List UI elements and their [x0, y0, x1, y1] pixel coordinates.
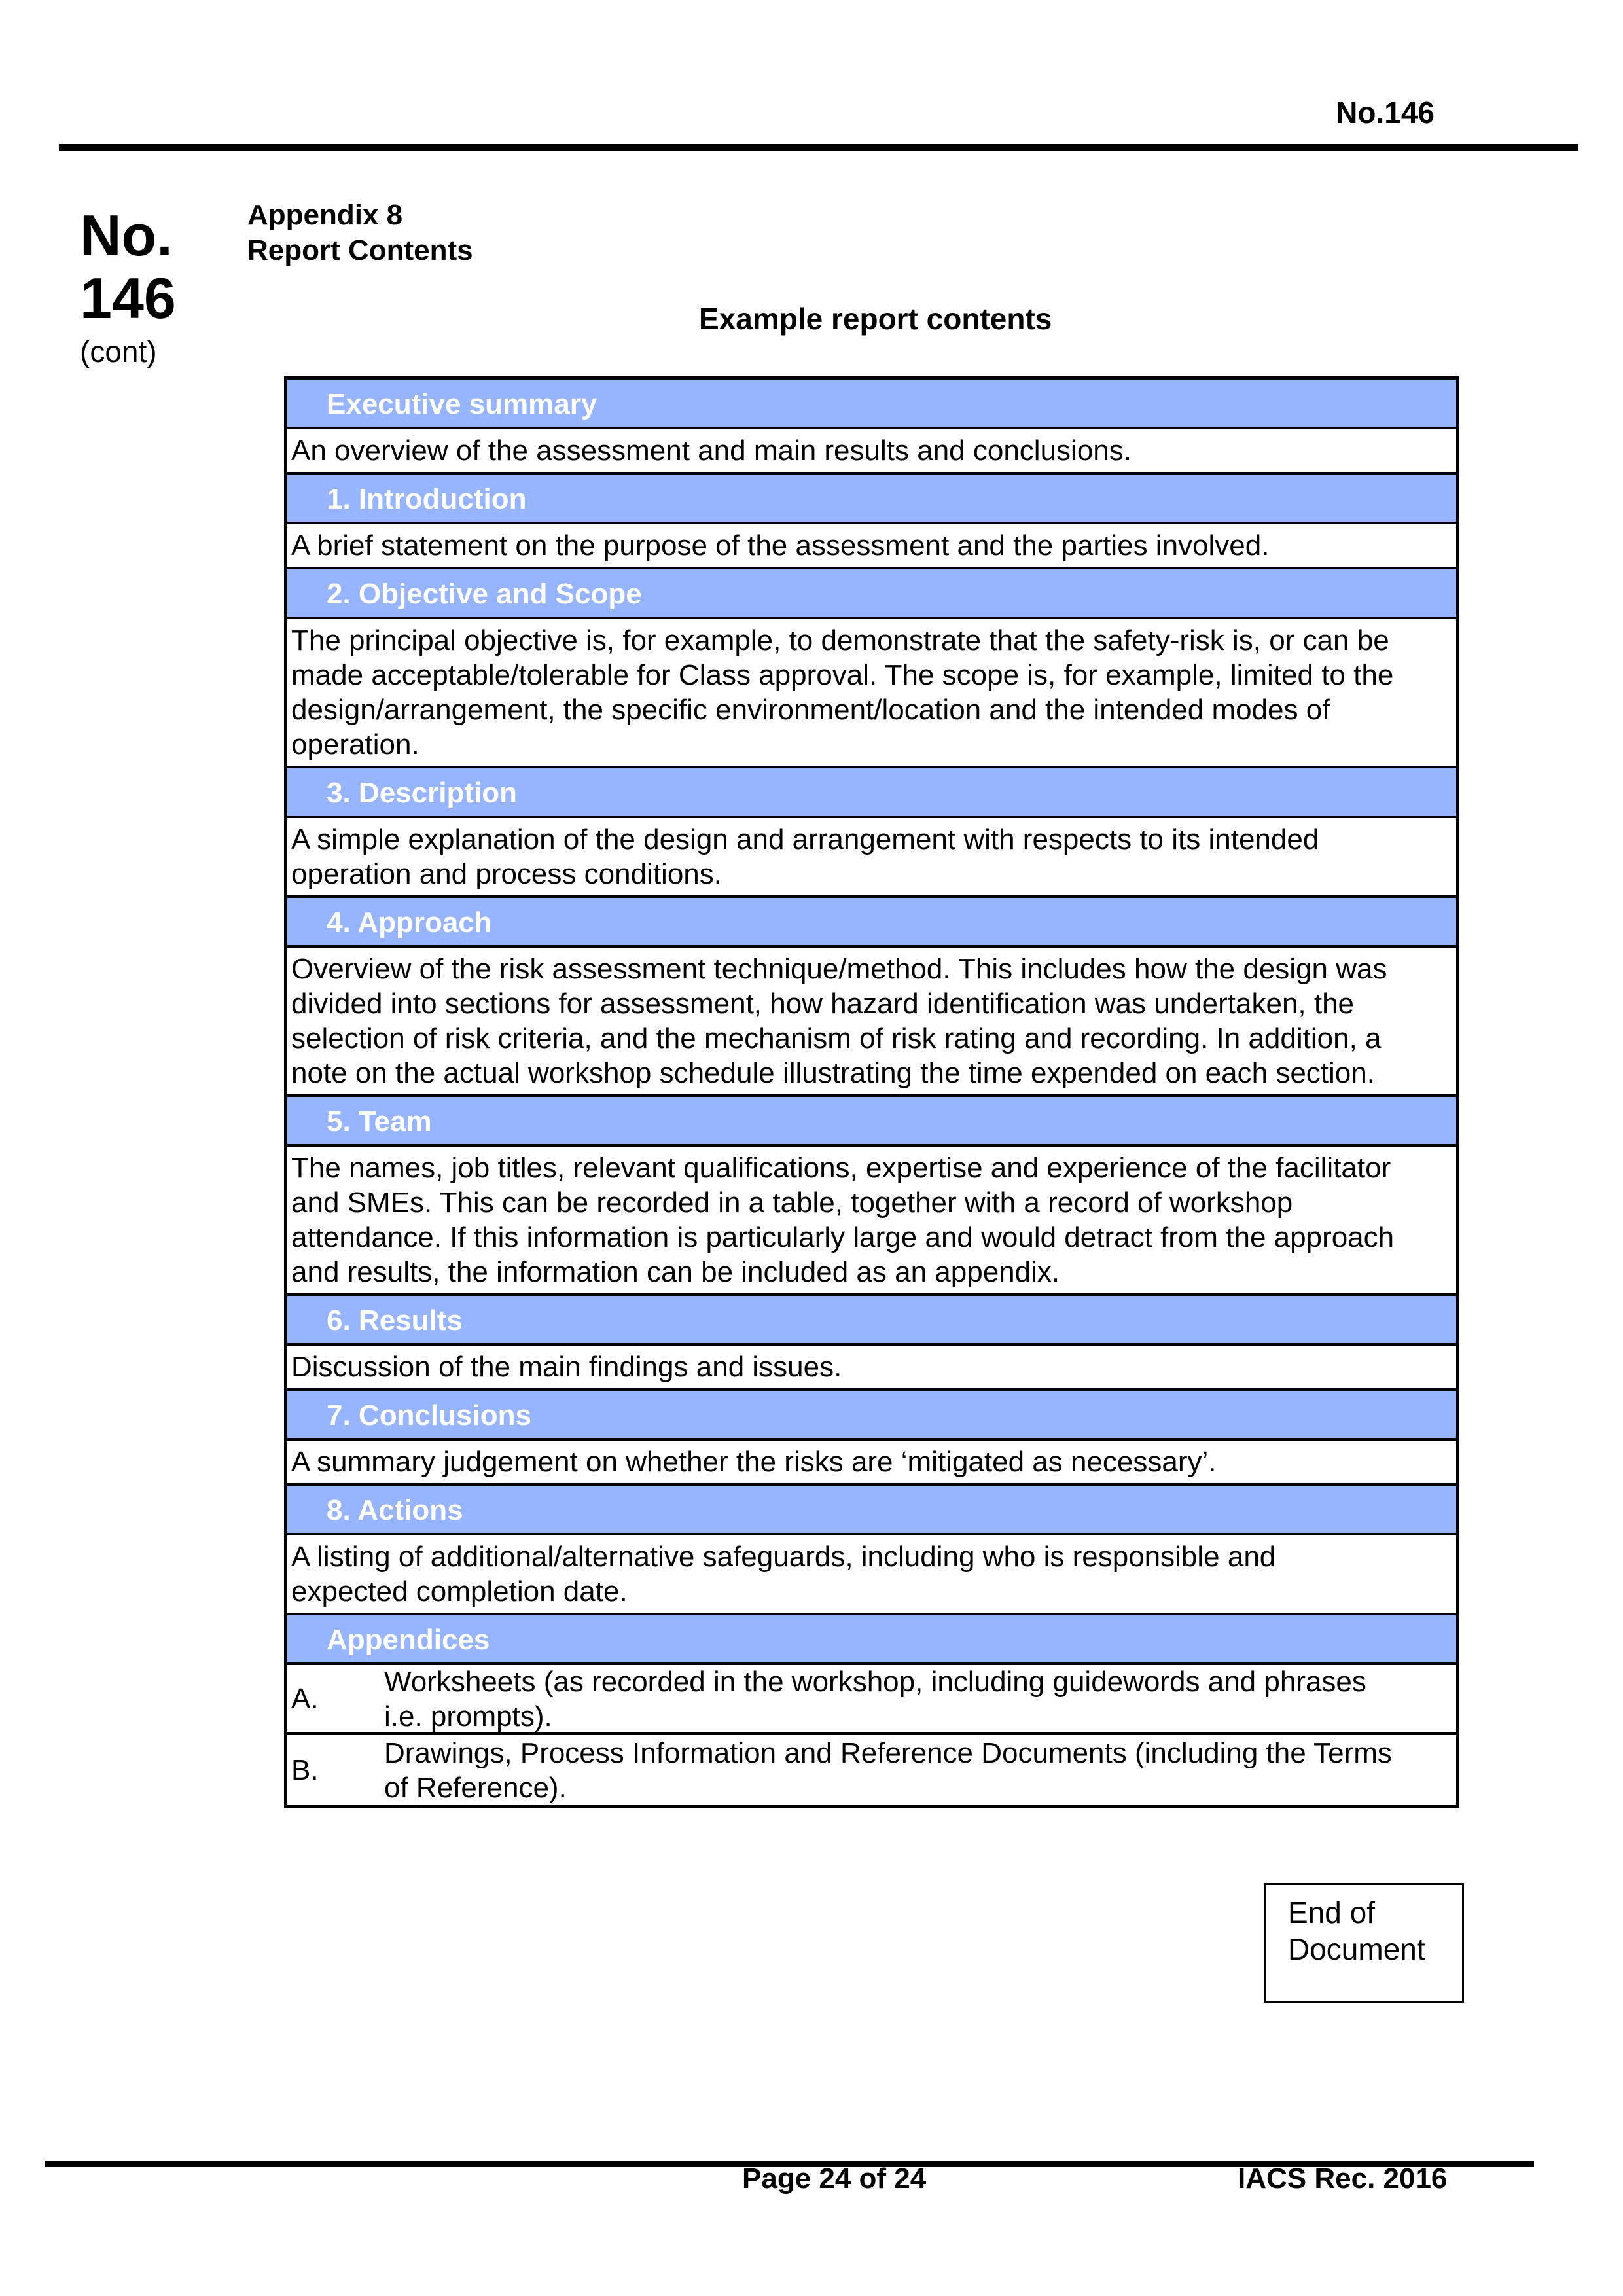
appendix-heading	[247, 198, 473, 268]
recommendation-id: IACS Rec. 2016	[1238, 2162, 1448, 2195]
section-body-line: note on the actual workshop schedule illustrating the time expended on each section.	[291, 1057, 1375, 1089]
appendix-text-line: Drawings, Process Information and Reference Documents (including the Terms	[384, 1736, 1392, 1769]
section-heading: 5. Team	[287, 1097, 1456, 1147]
appendix-text	[384, 1736, 1456, 1805]
section-body	[287, 429, 1456, 475]
section-heading: 6. Results	[287, 1296, 1456, 1346]
header-rule	[59, 144, 1578, 151]
table-title: Example report contents	[699, 302, 1052, 336]
section-body	[287, 1535, 1456, 1615]
appendix-letter: A.	[291, 1683, 319, 1715]
section-heading: 2. Objective and Scope	[287, 569, 1456, 619]
section-body-line: selection of risk criteria, and the mechanism of risk rating and recording. In addition, a	[291, 1022, 1382, 1054]
section-body-line: A simple explanation of the design and arrangement with respects to its intended	[291, 823, 1319, 855]
side-cont: (cont)	[80, 334, 157, 368]
section-body-line: attendance. If this information is particularly large and would detract from the approach	[291, 1221, 1395, 1253]
section-body	[287, 948, 1456, 1097]
section-body-line: divided into sections for assessment, how hazard identification was undertaken, the	[291, 988, 1355, 1020]
end-line1: End of	[1288, 1895, 1375, 1929]
side-number-line2: 146	[80, 266, 176, 331]
section-body	[287, 1346, 1456, 1391]
section-heading: 4. Approach	[287, 898, 1456, 948]
section-body-line: and SMEs. This can be recorded in a table, together with a record of workshop	[291, 1187, 1293, 1219]
appendix-text-line: Worksheets (as recorded in the workshop, including guidewords and phrases	[384, 1665, 1366, 1698]
section-body-line: operation.	[291, 728, 419, 761]
side-number	[80, 204, 176, 330]
doc-number-header: No.146	[1336, 96, 1435, 130]
section-body-line: A summary judgement on whether the risks are ‘mitigated as necessary’.	[291, 1446, 1217, 1478]
section-body-line: expected completion date.	[291, 1575, 628, 1607]
section-body-line: and results, the information can be included as an appendix.	[291, 1256, 1060, 1288]
appendix-subtitle: Report Contents	[247, 234, 473, 266]
appendix-title: Appendix 8	[247, 199, 403, 231]
section-body	[287, 818, 1456, 898]
section-heading: 8. Actions	[287, 1486, 1456, 1535]
section-body-line: Overview of the risk assessment technique/method. This includes how the design was	[291, 953, 1387, 985]
section-heading: Executive summary	[287, 380, 1456, 429]
appendix-row	[287, 1735, 1456, 1805]
appendix-text	[384, 1664, 1456, 1734]
section-body-line: operation and process conditions.	[291, 858, 722, 890]
section-body-line: made acceptable/tolerable for Class approval. The scope is, for example, limited to the	[291, 659, 1394, 691]
section-body-line: Discussion of the main findings and issues.	[291, 1351, 842, 1383]
appendix-letter: B.	[291, 1754, 319, 1786]
side-number-line1: No.	[80, 203, 173, 268]
section-body-line: design/arrangement, the specific environment/location and the intended modes of	[291, 694, 1330, 726]
section-body	[287, 524, 1456, 569]
section-body-line: The principal objective is, for example, to demonstrate that the safety-risk is, or can be	[291, 624, 1389, 656]
appendix-text-line: of Reference).	[384, 1771, 567, 1804]
section-body	[287, 1147, 1456, 1296]
section-body	[287, 1441, 1456, 1486]
section-heading: 3. Description	[287, 768, 1456, 818]
section-body-line: A brief statement on the purpose of the assessment and the parties involved.	[291, 529, 1270, 562]
section-body-line: A listing of additional/alternative safeguards, including who is responsible and	[291, 1541, 1276, 1573]
section-heading: 1. Introduction	[287, 475, 1456, 524]
end-line2: Document	[1288, 1932, 1425, 1966]
section-heading: 7. Conclusions	[287, 1391, 1456, 1441]
appendices-heading: Appendices	[287, 1615, 1456, 1665]
section-body-line: An overview of the assessment and main results and conclusions.	[291, 435, 1132, 467]
page-number: Page 24 of 24	[742, 2162, 927, 2195]
end-of-document-box	[1264, 1883, 1464, 2003]
report-contents-table	[284, 376, 1459, 1808]
appendix-text-line: i.e. prompts).	[384, 1700, 552, 1732]
section-body	[287, 619, 1456, 768]
appendix-row	[287, 1665, 1456, 1735]
section-body-line: The names, job titles, relevant qualifications, expertise and experience of the facilitator	[291, 1152, 1391, 1184]
